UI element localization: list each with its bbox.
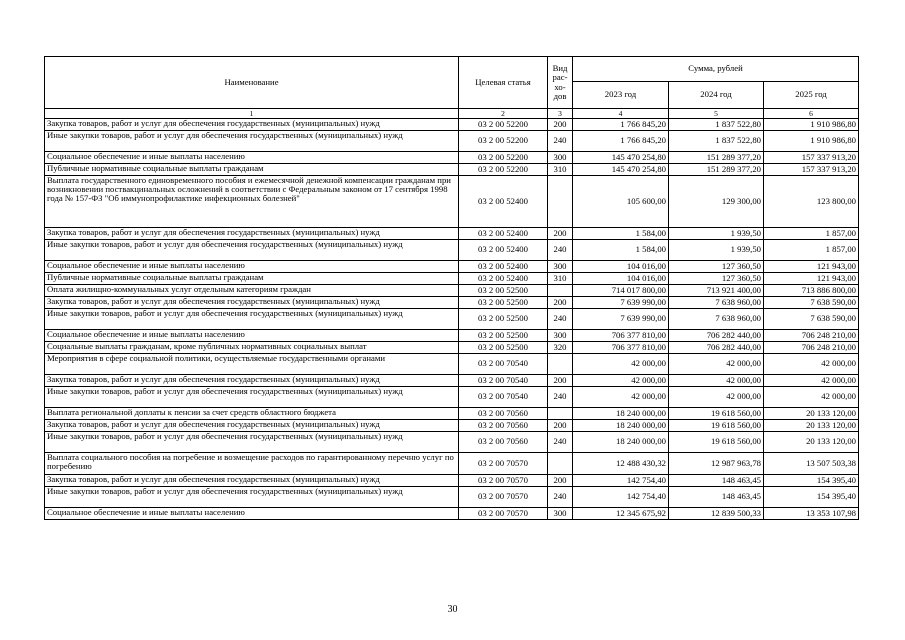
row-amount-2025: 20 133 120,00: [764, 420, 859, 432]
row-amount-2024: 1 837 522,80: [669, 131, 764, 152]
row-amount-2025: 121 943,00: [764, 261, 859, 273]
row-amount-2023: 12 345 675,92: [573, 508, 669, 520]
table-row: [45, 273, 859, 285]
row-name: Закупка товаров, работ и услуг для обеспечения государственных (муниципальных) нужд: [45, 228, 459, 240]
table-body: [45, 119, 859, 520]
row-expense-kind: 300: [548, 508, 573, 520]
row-amount-2024: 151 289 377,20: [669, 164, 764, 176]
table-row: [45, 261, 859, 273]
row-expense-kind: 310: [548, 164, 573, 176]
row-amount-2025: 7 638 590,00: [764, 309, 859, 330]
row-name: Социальное обеспечение и иные выплаты населению: [45, 152, 459, 164]
row-amount-2024: 7 638 960,00: [669, 297, 764, 309]
row-expense-kind: 300: [548, 261, 573, 273]
row-name: Иные закупки товаров, работ и услуг для обеспечения государственных (муниципальных) нужд: [45, 131, 459, 152]
header-num-6: 6: [764, 109, 859, 119]
row-expense-kind: 200: [548, 119, 573, 131]
row-amount-2023: 1 766 845,20: [573, 131, 669, 152]
row-amount-2023: 1 584,00: [573, 240, 669, 261]
row-amount-2025: 42 000,00: [764, 387, 859, 408]
row-amount-2024: 42 000,00: [669, 354, 764, 375]
table-row: [45, 176, 859, 228]
row-expense-kind: 240: [548, 240, 573, 261]
row-name: Иные закупки товаров, работ и услуг для обеспечения государственных (муниципальных) нужд: [45, 387, 459, 408]
row-amount-2025: 42 000,00: [764, 354, 859, 375]
row-target-code: 03 2 00 70540: [459, 354, 548, 375]
row-amount-2025: 154 395,40: [764, 487, 859, 508]
row-amount-2024: 148 463,45: [669, 475, 764, 487]
row-target-code: 03 2 00 52200: [459, 119, 548, 131]
row-name: Закупка товаров, работ и услуг для обеспечения государственных (муниципальных) нужд: [45, 375, 459, 387]
row-target-code: 03 2 00 70570: [459, 475, 548, 487]
row-amount-2025: 42 000,00: [764, 375, 859, 387]
row-expense-kind: [548, 176, 573, 228]
row-expense-kind: 200: [548, 420, 573, 432]
row-amount-2023: 706 377 810,00: [573, 330, 669, 342]
row-expense-kind: 240: [548, 432, 573, 453]
row-amount-2024: 151 289 377,20: [669, 152, 764, 164]
row-expense-kind: 300: [548, 152, 573, 164]
row-target-code: 03 2 00 70560: [459, 420, 548, 432]
header-kind: Вид рас- хо- дов: [548, 57, 573, 109]
row-amount-2023: 145 470 254,80: [573, 152, 669, 164]
row-expense-kind: [548, 453, 573, 475]
row-amount-2023: 42 000,00: [573, 387, 669, 408]
row-expense-kind: 240: [548, 309, 573, 330]
table-row: [45, 131, 859, 152]
row-name: Иные закупки товаров, работ и услуг для обеспечения государственных (муниципальных) нужд: [45, 240, 459, 261]
table-row: [45, 240, 859, 261]
row-amount-2025: 123 800,00: [764, 176, 859, 228]
row-amount-2023: 1 584,00: [573, 228, 669, 240]
row-name: Публичные нормативные социальные выплаты гражданам: [45, 273, 459, 285]
row-amount-2025: 157 337 913,20: [764, 164, 859, 176]
table-row: [45, 228, 859, 240]
row-name: Социальное обеспечение и иные выплаты населению: [45, 261, 459, 273]
row-amount-2025: 1 910 986,80: [764, 131, 859, 152]
row-amount-2023: 12 488 430,32: [573, 453, 669, 475]
row-target-code: 03 2 00 70540: [459, 387, 548, 408]
header-year-2024: 2024 год: [669, 82, 764, 109]
row-amount-2023: 7 639 990,00: [573, 309, 669, 330]
row-amount-2024: 706 282 440,00: [669, 342, 764, 354]
row-amount-2023: 1 766 845,20: [573, 119, 669, 131]
row-amount-2024: 7 638 960,00: [669, 309, 764, 330]
row-expense-kind: 240: [548, 487, 573, 508]
row-amount-2023: 42 000,00: [573, 354, 669, 375]
row-target-code: 03 2 00 70540: [459, 375, 548, 387]
row-expense-kind: [548, 285, 573, 297]
row-name: Выплата государственного единовременного пособия и ежемесячной денежной компенсации гражданам при возникновении поствакцинальных осложнений в соответствии с Федеральным законом от 17 сентября 1998 года № 157-ФЗ "Об иммунопрофилактике инфекционных болезней": [45, 176, 459, 228]
row-amount-2024: 12 839 500,33: [669, 508, 764, 520]
header-target: Целевая статья: [459, 57, 548, 109]
row-amount-2024: 127 360,50: [669, 273, 764, 285]
row-amount-2025: 157 337 913,20: [764, 152, 859, 164]
table-row: [45, 453, 859, 475]
row-amount-2025: 706 248 210,00: [764, 342, 859, 354]
budget-table: [44, 56, 859, 520]
row-amount-2023: 18 240 000,00: [573, 432, 669, 453]
row-name: Закупка товаров, работ и услуг для обеспечения государственных (муниципальных) нужд: [45, 297, 459, 309]
row-name: Выплата социального пособия на погребение и возмещение расходов по гарантированному перечню услуг по погребению: [45, 453, 459, 475]
row-amount-2023: 104 016,00: [573, 261, 669, 273]
row-amount-2024: 42 000,00: [669, 375, 764, 387]
table-row: [45, 432, 859, 453]
row-expense-kind: 240: [548, 131, 573, 152]
header-num-5: 5: [669, 109, 764, 119]
table-row: [45, 119, 859, 131]
row-amount-2023: 42 000,00: [573, 375, 669, 387]
table-row: [45, 309, 859, 330]
row-target-code: 03 2 00 52200: [459, 152, 548, 164]
row-target-code: 03 2 00 52500: [459, 297, 548, 309]
row-target-code: 03 2 00 52500: [459, 330, 548, 342]
table-row: [45, 354, 859, 375]
row-amount-2025: 20 133 120,00: [764, 408, 859, 420]
row-amount-2025: 706 248 210,00: [764, 330, 859, 342]
page-number: 30: [447, 604, 458, 615]
row-amount-2024: 127 360,50: [669, 261, 764, 273]
row-expense-kind: [548, 354, 573, 375]
row-amount-2024: 1 939,50: [669, 228, 764, 240]
table-row: [45, 330, 859, 342]
row-amount-2025: 154 395,40: [764, 475, 859, 487]
row-amount-2025: 13 353 107,98: [764, 508, 859, 520]
row-target-code: 03 2 00 52400: [459, 261, 548, 273]
row-name: Мероприятия в сфере социальной политики, осуществляемые государственными органами: [45, 354, 459, 375]
row-amount-2023: 18 240 000,00: [573, 420, 669, 432]
table-row: [45, 475, 859, 487]
row-amount-2023: 714 017 800,00: [573, 285, 669, 297]
row-target-code: 03 2 00 52400: [459, 176, 548, 228]
row-amount-2024: 1 939,50: [669, 240, 764, 261]
row-target-code: 03 2 00 70560: [459, 432, 548, 453]
row-amount-2024: 19 618 560,00: [669, 420, 764, 432]
row-expense-kind: 200: [548, 297, 573, 309]
header-num-3: 3: [548, 109, 573, 119]
row-name: Иные закупки товаров, работ и услуг для обеспечения государственных (муниципальных) нужд: [45, 487, 459, 508]
header-year-2025: 2025 год: [764, 82, 859, 109]
row-amount-2023: 145 470 254,80: [573, 164, 669, 176]
row-expense-kind: 310: [548, 273, 573, 285]
table-row: [45, 285, 859, 297]
row-target-code: 03 2 00 52200: [459, 164, 548, 176]
row-target-code: 03 2 00 52500: [459, 309, 548, 330]
row-amount-2024: 129 300,00: [669, 176, 764, 228]
row-amount-2025: 713 886 800,00: [764, 285, 859, 297]
row-expense-kind: 200: [548, 375, 573, 387]
row-expense-kind: 200: [548, 228, 573, 240]
row-amount-2025: 20 133 120,00: [764, 432, 859, 453]
row-name: Закупка товаров, работ и услуг для обеспечения государственных (муниципальных) нужд: [45, 475, 459, 487]
row-amount-2024: 706 282 440,00: [669, 330, 764, 342]
row-target-code: 03 2 00 52400: [459, 240, 548, 261]
row-amount-2024: 148 463,45: [669, 487, 764, 508]
row-name: Социальные выплаты гражданам, кроме публичных нормативных социальных выплат: [45, 342, 459, 354]
row-amount-2023: 105 600,00: [573, 176, 669, 228]
row-amount-2024: 19 618 560,00: [669, 408, 764, 420]
row-target-code: 03 2 00 70570: [459, 508, 548, 520]
table-row: [45, 408, 859, 420]
table-row: [45, 164, 859, 176]
header-num-2: 2: [459, 109, 548, 119]
header-name: Наименование: [45, 57, 459, 109]
header-num-1: 1: [45, 109, 459, 119]
row-target-code: 03 2 00 52500: [459, 342, 548, 354]
row-name: Социальное обеспечение и иные выплаты населению: [45, 508, 459, 520]
row-target-code: 03 2 00 70570: [459, 453, 548, 475]
row-amount-2025: 121 943,00: [764, 273, 859, 285]
row-amount-2023: 142 754,40: [573, 475, 669, 487]
row-expense-kind: 240: [548, 387, 573, 408]
row-expense-kind: 300: [548, 330, 573, 342]
row-name: Оплата жилищно-коммунальных услуг отдельным категориям граждан: [45, 285, 459, 297]
table-row: [45, 420, 859, 432]
row-expense-kind: [548, 408, 573, 420]
row-target-code: 03 2 00 52500: [459, 285, 548, 297]
row-name: Публичные нормативные социальные выплаты гражданам: [45, 164, 459, 176]
row-amount-2024: 713 921 400,00: [669, 285, 764, 297]
row-amount-2024: 42 000,00: [669, 387, 764, 408]
row-amount-2025: 13 507 503,38: [764, 453, 859, 475]
row-amount-2025: 1 910 986,80: [764, 119, 859, 131]
row-expense-kind: 320: [548, 342, 573, 354]
header-sum: Сумма, рублей: [573, 57, 859, 82]
row-amount-2023: 142 754,40: [573, 487, 669, 508]
row-name: Выплата региональной доплаты к пенсии за счет средств областного бюджета: [45, 408, 459, 420]
row-amount-2023: 7 639 990,00: [573, 297, 669, 309]
row-amount-2025: 7 638 590,00: [764, 297, 859, 309]
row-amount-2024: 12 987 963,78: [669, 453, 764, 475]
row-amount-2024: 1 837 522,80: [669, 119, 764, 131]
table-row: [45, 387, 859, 408]
row-amount-2023: 18 240 000,00: [573, 408, 669, 420]
row-target-code: 03 2 00 52400: [459, 273, 548, 285]
table-row: [45, 375, 859, 387]
row-target-code: 03 2 00 52400: [459, 228, 548, 240]
row-target-code: 03 2 00 70570: [459, 487, 548, 508]
table-row: [45, 152, 859, 164]
table-row: [45, 342, 859, 354]
table-row: [45, 508, 859, 520]
row-amount-2023: 104 016,00: [573, 273, 669, 285]
row-amount-2023: 706 377 810,00: [573, 342, 669, 354]
table-row: [45, 297, 859, 309]
row-amount-2025: 1 857,00: [764, 240, 859, 261]
row-amount-2024: 19 618 560,00: [669, 432, 764, 453]
header-year-2023: 2023 год: [573, 82, 669, 109]
row-name: Иные закупки товаров, работ и услуг для обеспечения государственных (муниципальных) нужд: [45, 432, 459, 453]
row-target-code: 03 2 00 70560: [459, 408, 548, 420]
row-name: Социальное обеспечение и иные выплаты населению: [45, 330, 459, 342]
row-amount-2025: 1 857,00: [764, 228, 859, 240]
row-name: Закупка товаров, работ и услуг для обеспечения государственных (муниципальных) нужд: [45, 420, 459, 432]
row-name: Иные закупки товаров, работ и услуг для обеспечения государственных (муниципальных) нужд: [45, 309, 459, 330]
row-expense-kind: 200: [548, 475, 573, 487]
header-num-4: 4: [573, 109, 669, 119]
row-target-code: 03 2 00 52200: [459, 131, 548, 152]
row-name: Закупка товаров, работ и услуг для обеспечения государственных (муниципальных) нужд: [45, 119, 459, 131]
table-row: [45, 487, 859, 508]
